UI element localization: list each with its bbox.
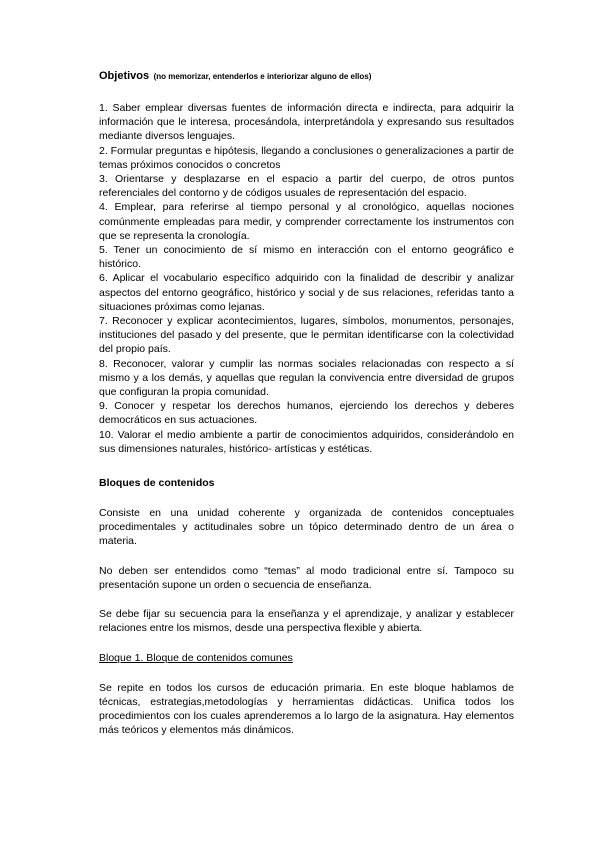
objectives-title: Objetivos	[99, 70, 150, 82]
objective-item: 1. Saber emplear diversas fuentes de información directa e indirecta, para adquirir la información que le interesa, procesándola, interpretándola y expresando sus resultados mediante diversos lenguajes.	[99, 102, 514, 143]
block1-paragraph: Se repite en todos los cursos de educación primaria. En este bloque hablamos de técnicas, estrategias,metodologías y herramientas didácticas. Unifica todos los procedimientos con los cuales aprenderemos a lo largo de la asignatura. Hay elementos más teóricos y elementos más dinámicos.	[99, 681, 514, 737]
objective-item: 3. Orientarse y desplazarse en el espacio a partir del cuerpo, de otros puntos referenciales del contorno y de códigos usuales de representación del espacio.	[99, 173, 514, 200]
objectives-heading-line	[99, 68, 514, 84]
blocks-paragraph: No deben ser entendidos como “temas” al modo tradicional entre sí. Tampoco su presentación supone un orden o secuencia de enseñanza.	[99, 564, 514, 591]
objectives-note: (no memorizar, entenderlos e interiorizar alguno de ellos)	[153, 72, 372, 81]
objective-item: 7. Reconocer y explicar acontecimientos, lugares, símbolos, monumentos, personajes, instituciones del pasado y del presente, que le permitan identificarse con la colectividad del propio país.	[99, 315, 514, 356]
objective-item: 6. Aplicar el vocabulario específico adquirido con la finalidad de describir y analizar aspectos del entorno geográfico, histórico y social y de sus relaciones, referidas tanto a situaciones próximas como lejanas.	[99, 272, 514, 313]
objective-item: 5. Tener un conocimiento de sí mismo en interacción con el entorno geográfico e histórico.	[99, 244, 514, 271]
blocks-paragraph: Consiste en una unidad coherente y organizada de contenidos conceptuales procedimentales y actitudinales sobre un tópico determinado dentro de un área o materia.	[99, 507, 514, 548]
blocks-paragraph: Se debe fijar su secuencia para la enseñanza y el aprendizaje, y analizar y establecer relaciones entre los mismos, desde una perspectiva flexible y abierta.	[99, 608, 514, 635]
block1-heading: Bloque 1. Bloque de contenidos comunes	[99, 651, 293, 664]
objective-item: 8. Reconocer, valorar y cumplir las normas sociales relacionadas con respecto a sí mismo y a los demás, y aquellas que regulan la convivencia entre diversidad de grupos que configuran la propia comunidad.	[99, 357, 514, 399]
blocks-heading: Bloques de contenidos	[99, 477, 215, 490]
objective-item: 2. Formular preguntas e hipótesis, llegando a conclusiones o generalizaciones a partir de temas próximos conocidos o concretos	[99, 144, 514, 171]
objective-item: 4. Emplear, para referirse al tiempo personal y al cronológico, aquellas nociones comúnmente empleadas para medir, y comprender correctamente los instrumentos con que se representa la cronología.	[99, 201, 514, 242]
objective-item: 10. Valorar el medio ambiente a partir de conocimientos adquiridos, considerándolo en sus dimensiones naturales, histórico- artísticas y estéticas.	[99, 428, 514, 455]
objective-item: 9. Conocer y respetar los derechos humanos, ejerciendo los derechos y deberes democráticos en sus actuaciones.	[99, 400, 514, 427]
document-content	[99, 68, 514, 752]
objectives-list	[99, 101, 514, 456]
